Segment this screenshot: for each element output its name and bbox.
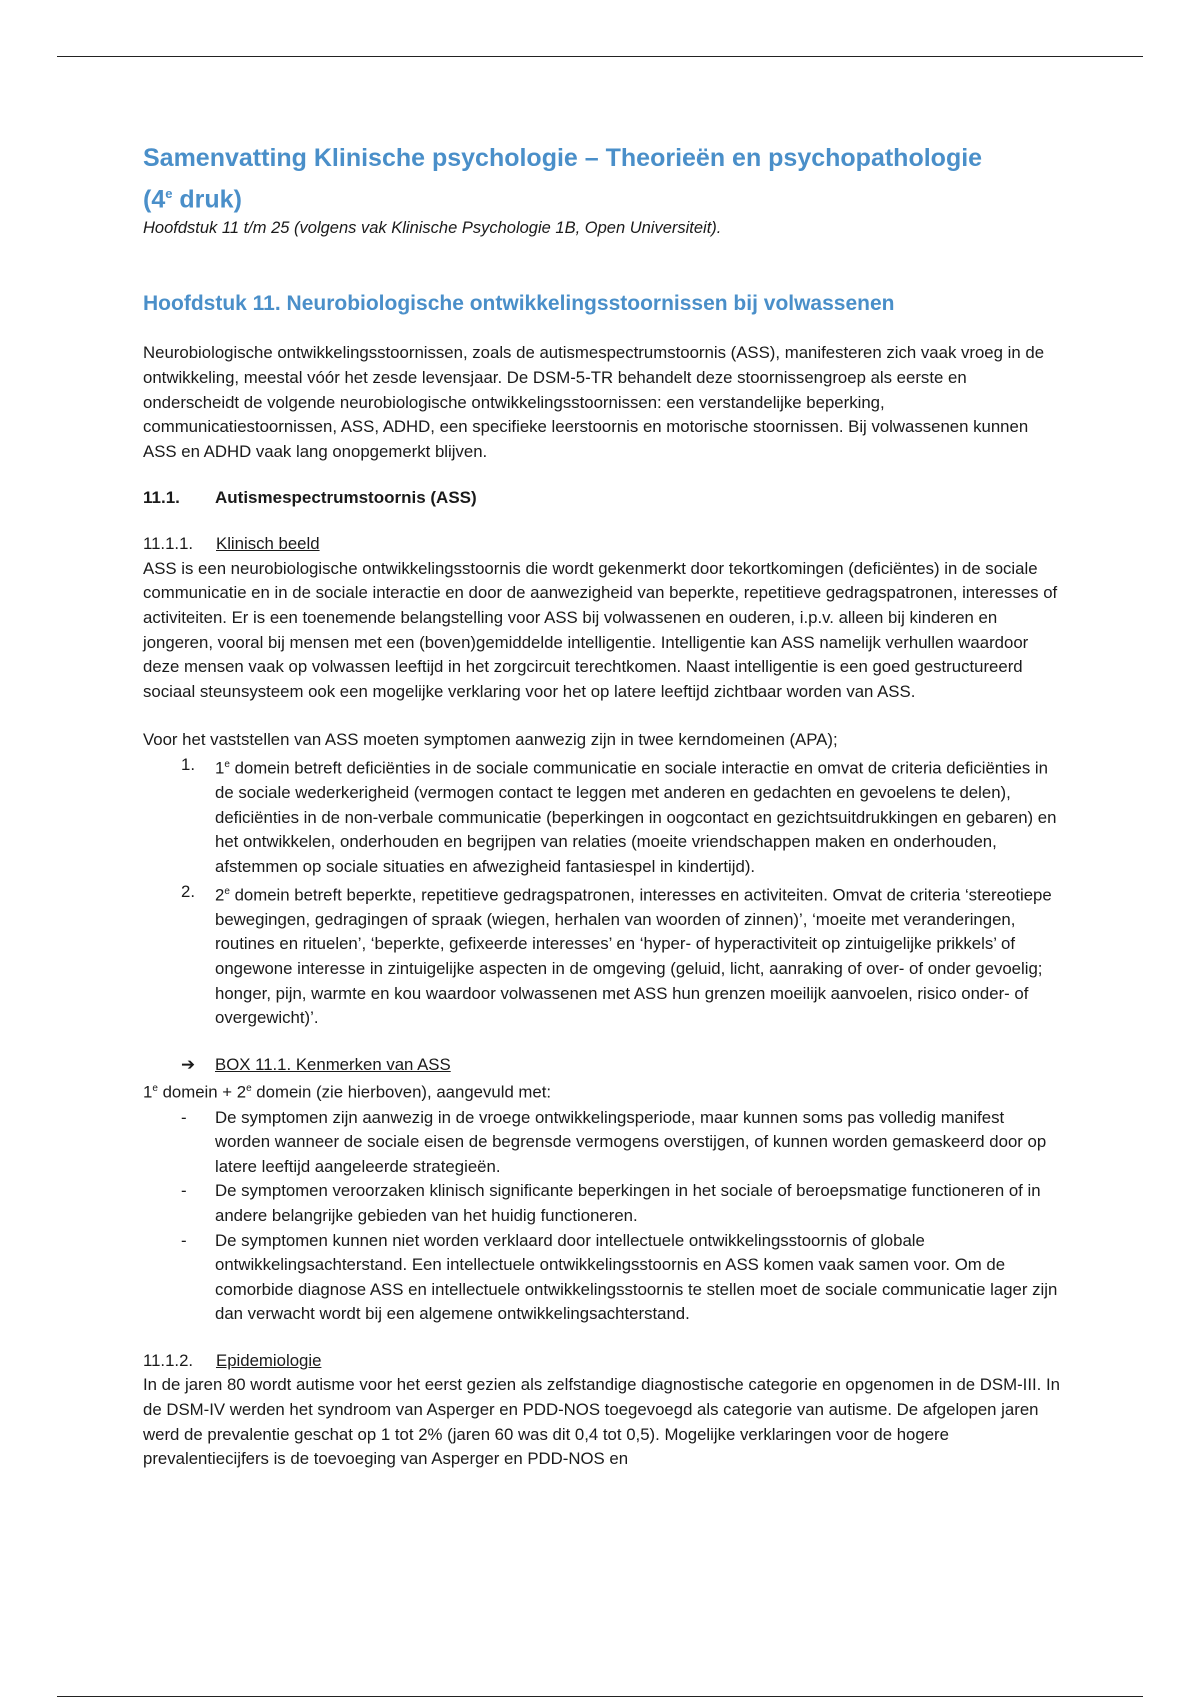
list-item: 2. 2e domein betreft beperkte, repetitieve gedragspatronen, interesses en activiteiten. Omvat de criteria ‘stereotiepe bewegingen, gedragingen of spraak (wiegen, herhalen van woorden of zinnen)’, ‘moeite met veranderingen, routines en rituelen’, ‘beperkte, gefixeerde interesses’ en ‘hyper- of hyperactiviteit op zintuigelijke prikkels’ of ongewone interesse in zintuigelijke aspecten in de omgeving (geluid, licht, aanraking of over- of onder gevoelig; honger, pijn, warmte en kou waardoor volwassenen met ASS hun grenzen moeilijk aanvoelen, risico onder- of overgewicht)’. <box>181 881 1052 1028</box>
list-item: - De symptomen veroorzaken klinisch significante beperkingen in het sociale of beroepsmatige functioneren of in andere belangrijke gebieden van het huidig functioneren. <box>181 1181 1041 1225</box>
list-item: - De symptomen zijn aanwezig in de vroege ontwikkelingsperiode, maar kunnen soms pas volledig manifest worden wanneer de sociale eisen de begrensde vermogens overstijgen, of kunnen worden gemaskeerd door op latere leeftijd aangeleerde strategieën. <box>181 1107 1047 1176</box>
subsection-heading-11-1-1: 11.1.1. Klinisch beeld <box>143 534 320 554</box>
section-heading-11-1: 11.1. Autismespectrumstoornis (ASS) <box>143 488 477 508</box>
epidemiology-paragraph: In de jaren 80 wordt autisme voor het eerst gezien als zelfstandige diagnostische categorie en opgenomen in de DSM-III. In de DSM-IV werden het syndroom van Asperger en PDD-NOS toegevoegd als categorie van autisme. De afgelopen jaren werd de prevalentie geschat op 1 tot 2% (jaren 60 was dit 0,4 tot 0,5). Mogelijke verklaringen voor de hogere prevalentiecijfers is de toevoeging van Asperger en PDD-NOS en <box>143 1375 1060 1469</box>
arrow-right-icon: ➔ <box>181 1054 196 1074</box>
box-label: BOX 11.1. Kenmerken van ASS <box>215 1054 451 1074</box>
clinical-picture-paragraph: ASS is een neurobiologische ontwikkelingsstoornis die wordt gekenmerkt door tekortkomingen (deficiëntes) in de sociale communicatie en in de sociale interactie en door de aanwezigheid van beperkte, repetitieve gedragspatronen, interesses of activiteiten. Er is een toenemende belangstelling voor ASS bij volwassenen en ouderen, i.p.v. alleen bij kinderen en jongeren, vooral bij mensen met een (boven)gemiddelde intelligentie. Intelligentie kan ASS namelijk verhullen waardoor deze mensen vaak op volwassen leeftijd in het zorgcircuit terechtkomen. Naast intelligentie is een goed gestructureerd sociaal steunsysteem ook een mogelijke verklaring voor het op latere leeftijd zichtbaar worden van ASS. <box>143 558 1058 701</box>
header-rule <box>57 56 1143 57</box>
intro-paragraph: Neurobiologische ontwikkelingsstoornissen, zoals de autismespectrumstoornis (ASS), manifesteren zich vaak vroeg in de ontwikkeling, meestal vóór het zesde levensjaar. De DSM-5-TR behandelt deze stoornissengroep als eerste en onderscheidt de volgende neurobiologische ontwikkelingsstoornissen: een verstandelijke beperking, communicatiestoornissen, ASS, ADHD, een specifieke leerstoornis en motorische stoornissen. Bij volwassenen kunnen ASS en ADHD vaak lang onopgemerkt blijven. <box>143 343 1045 461</box>
box-criteria-list <box>143 1106 1063 1327</box>
chapter-heading: Hoofdstuk 11. Neurobiologische ontwikkelingsstoornissen bij volwassenen <box>143 292 895 316</box>
document-page <box>143 140 1063 1472</box>
footer-rule <box>57 1696 1143 1697</box>
box-reference <box>143 1053 1063 1078</box>
document-subtitle: Hoofdstuk 11 t/m 25 (volgens vak Klinische Psychologie 1B, Open Universiteit). <box>143 219 722 238</box>
domains-list <box>143 753 1063 1031</box>
list-item: 1. 1e domein betreft deficiënties in de sociale communicatie en sociale interactie en omvat de criteria deficiënties in de sociale wederkerigheid (vermogen contact te leggen met anderen en gedachten en gevoelens te delen), deficiënties in de non-verbale communicatie (beperkingen in oogcontact en gezichtsuitdrukkingen en gebaren) en het ontwikkelen, onderhouden en begrijpen van relaties (moeite vriendschappen maken en onderhouden, afstemmen op sociale situaties en afwezigheid fantasiespel in kindertijd). <box>181 755 1057 877</box>
domains-intro: Voor het vaststellen van ASS moeten symptomen aanwezig zijn in twee kerndomeinen (APA); <box>143 730 838 750</box>
box-intro: 1e domein + $2^e$ domein (zie hierboven), aangevuld met: <box>143 1082 552 1102</box>
document-title: Samenvatting Klinische psychologie – Theorieën en psychopathologie (4e druk) <box>143 144 983 214</box>
subsection-heading-11-1-2: 11.1.2. Epidemiologie <box>143 1350 322 1370</box>
list-item: - De symptomen kunnen niet worden verklaard door intellectuele ontwikkelingsstoornis of globale ontwikkelingsachterstand. Een intellectuele ontwikkelingsstoornis en ASS komen vaak samen voor. Om de comorbide diagnose ASS en intellectuele ontwikkelingsstoornis te stellen moet de sociale communicatie lager zijn dan verwacht wordt bij een algemene ontwikkelingsachterstand. <box>181 1230 1058 1324</box>
